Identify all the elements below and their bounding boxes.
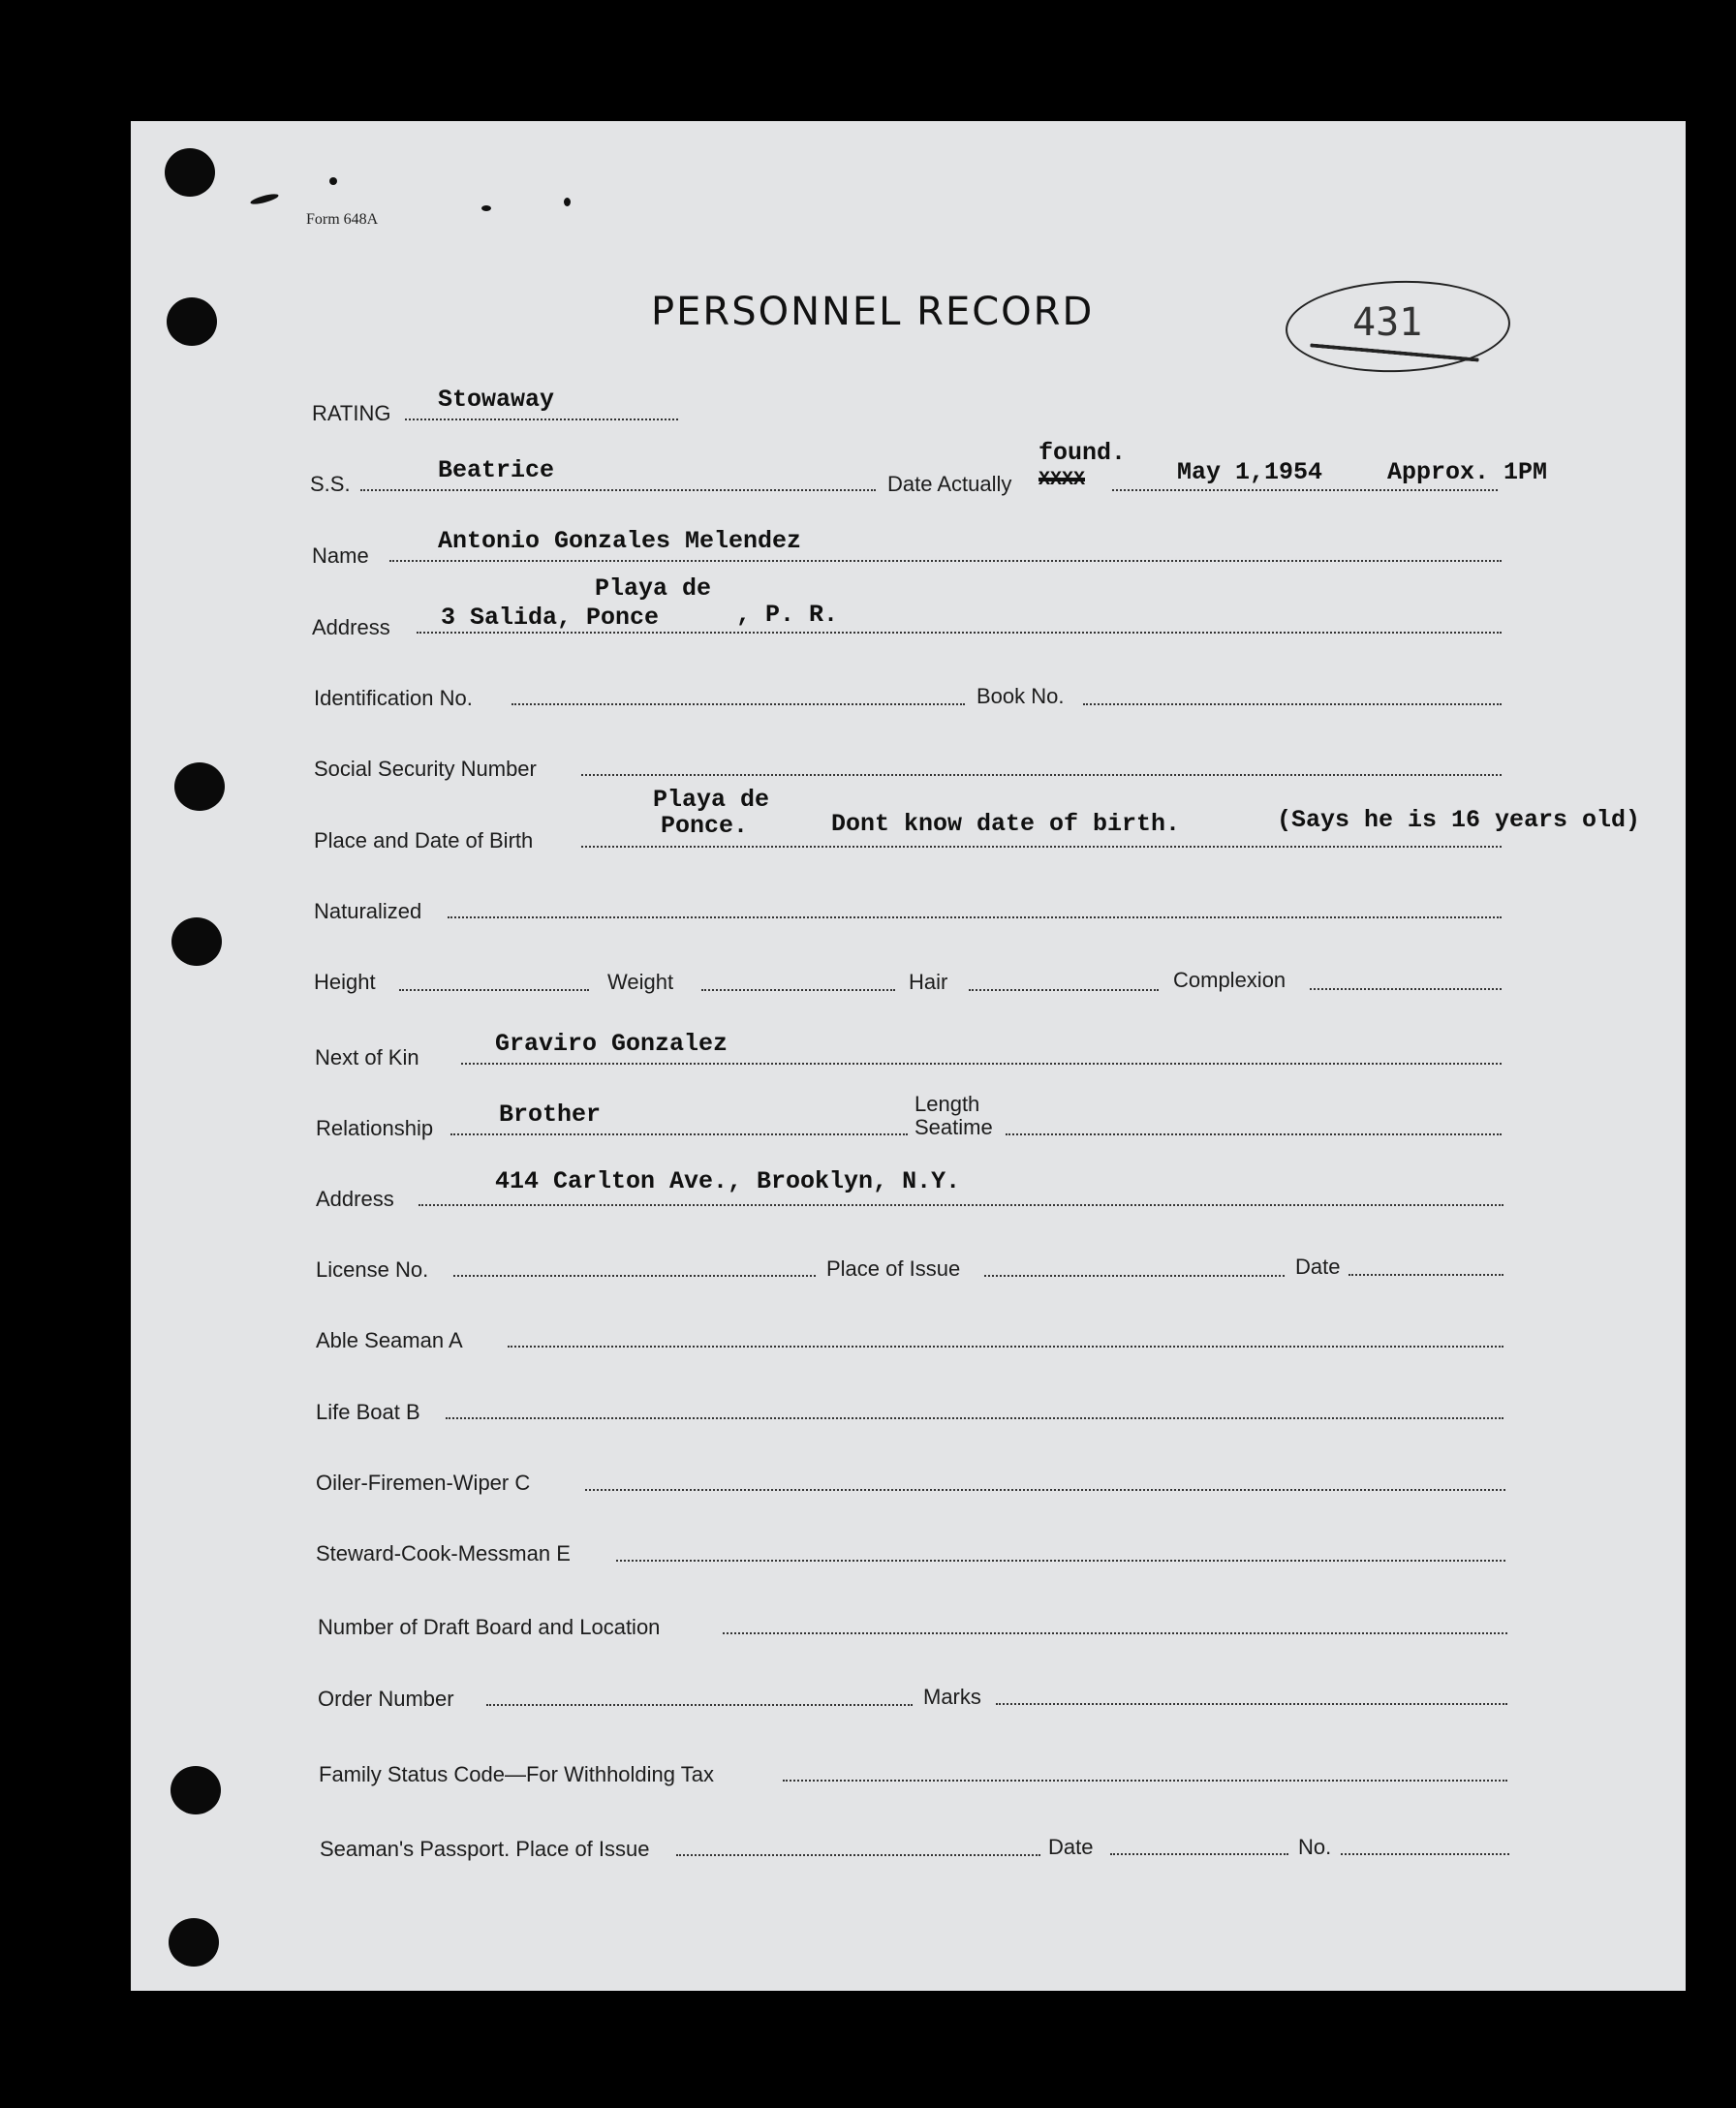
next-of-kin-value: Graviro Gonzalez	[495, 1030, 728, 1058]
order-number-line	[486, 1704, 913, 1706]
name-line	[389, 560, 1502, 562]
found-value: found.	[1038, 439, 1127, 467]
life-boat-label: Life Boat B	[316, 1400, 420, 1424]
marks-label: Marks	[923, 1685, 981, 1709]
punch-hole	[169, 1918, 219, 1967]
seatime-line	[1006, 1133, 1502, 1135]
relationship-value: Brother	[499, 1100, 602, 1129]
hair-line	[969, 989, 1159, 991]
ss-line	[360, 489, 876, 491]
passport-no-line	[1341, 1853, 1509, 1855]
book-no-line	[1083, 703, 1502, 705]
draft-board-line	[723, 1632, 1507, 1634]
time-found-value: Approx. 1PM	[1387, 458, 1548, 486]
birth-place-line-1: Playa de	[653, 786, 770, 814]
hair-label: Hair	[909, 970, 948, 994]
weight-line	[701, 989, 895, 991]
family-status-label: Family Status Code—For Withholding Tax	[319, 1762, 714, 1786]
marks-line	[996, 1703, 1507, 1705]
ink-speck	[564, 198, 571, 206]
form-number: Form 648A	[306, 211, 379, 228]
weight-label: Weight	[607, 970, 674, 994]
passport-date-line	[1110, 1853, 1288, 1855]
passport-date-label: Date	[1048, 1835, 1094, 1859]
ink-speck	[481, 205, 491, 211]
draft-board-label: Number of Draft Board and Location	[318, 1615, 661, 1639]
height-line	[399, 989, 589, 991]
oiler-line	[585, 1489, 1505, 1491]
place-of-issue-label: Place of Issue	[826, 1256, 961, 1281]
order-number-label: Order Number	[318, 1687, 454, 1711]
address-line-above: Playa de	[595, 574, 712, 603]
date-actually-label: Date Actually	[887, 472, 1012, 496]
page-title: PERSONNEL RECORD	[651, 290, 1095, 334]
ss-value: Beatrice	[438, 456, 555, 484]
license-date-label: Date	[1295, 1255, 1341, 1279]
identification-line	[512, 703, 965, 705]
license-date-line	[1348, 1274, 1504, 1276]
family-status-line	[783, 1780, 1507, 1782]
rating-value: Stowaway	[438, 386, 555, 414]
ink-speck	[329, 177, 337, 185]
identification-label: Identification No.	[314, 686, 473, 710]
record-number: 431	[1352, 300, 1423, 345]
life-boat-line	[446, 1417, 1504, 1419]
social-security-label: Social Security Number	[314, 757, 537, 781]
birth-date-value: Dont know date of birth.	[831, 810, 1181, 838]
steward-label: Steward-Cook-Messman E	[316, 1541, 571, 1566]
punch-hole	[171, 917, 222, 966]
able-seaman-label: Able Seaman A	[316, 1328, 463, 1352]
address-state: , P. R.	[736, 601, 839, 629]
punch-hole	[165, 148, 215, 197]
date-actually-line	[1112, 489, 1498, 491]
struck-text: XXXX	[1038, 469, 1086, 491]
oiler-label: Oiler-Firemen-Wiper C	[316, 1471, 531, 1495]
passport-label: Seaman's Passport. Place of Issue	[320, 1837, 650, 1861]
social-security-line	[581, 774, 1502, 776]
passport-place-line	[676, 1854, 1040, 1856]
punch-hole	[174, 762, 225, 811]
punch-hole	[167, 297, 217, 346]
relationship-label: Relationship	[316, 1116, 434, 1140]
punch-hole	[170, 1766, 221, 1814]
rating-label: RATING	[312, 401, 391, 425]
complexion-label: Complexion	[1173, 968, 1286, 992]
birth-line	[581, 846, 1502, 848]
address-value: 3 Salida, Ponce	[441, 604, 660, 632]
birth-place-line-2: Ponce.	[661, 812, 749, 840]
birth-note: (Says he is 16 years old)	[1277, 806, 1641, 834]
length-label: Length	[914, 1092, 980, 1116]
birth-label: Place and Date of Birth	[314, 828, 534, 852]
address-line	[417, 632, 1502, 634]
book-no-label: Book No.	[976, 684, 1065, 708]
date-found-value: May 1,1954	[1177, 458, 1323, 486]
address-label: Address	[312, 615, 390, 639]
naturalized-line	[448, 916, 1502, 918]
naturalized-label: Naturalized	[314, 899, 422, 923]
height-label: Height	[314, 970, 376, 994]
kin-address-label: Address	[316, 1187, 394, 1211]
kin-address-line	[418, 1204, 1504, 1206]
rating-line	[405, 418, 678, 420]
license-no-label: License No.	[316, 1257, 429, 1282]
ss-label: S.S.	[310, 472, 351, 496]
steward-line	[616, 1560, 1505, 1562]
next-of-kin-line	[461, 1063, 1502, 1065]
seatime-label: Seatime	[914, 1115, 993, 1139]
next-of-kin-label: Next of Kin	[315, 1045, 419, 1070]
name-label: Name	[312, 543, 369, 568]
complexion-line	[1310, 988, 1502, 990]
relationship-line	[450, 1133, 908, 1135]
able-seaman-line	[508, 1346, 1504, 1348]
passport-no-label: No.	[1298, 1835, 1332, 1859]
license-no-line	[453, 1275, 816, 1277]
name-value: Antonio Gonzales Melendez	[438, 527, 802, 555]
kin-address-value: 414 Carlton Ave., Brooklyn, N.Y.	[495, 1167, 961, 1195]
place-of-issue-line	[984, 1275, 1285, 1277]
